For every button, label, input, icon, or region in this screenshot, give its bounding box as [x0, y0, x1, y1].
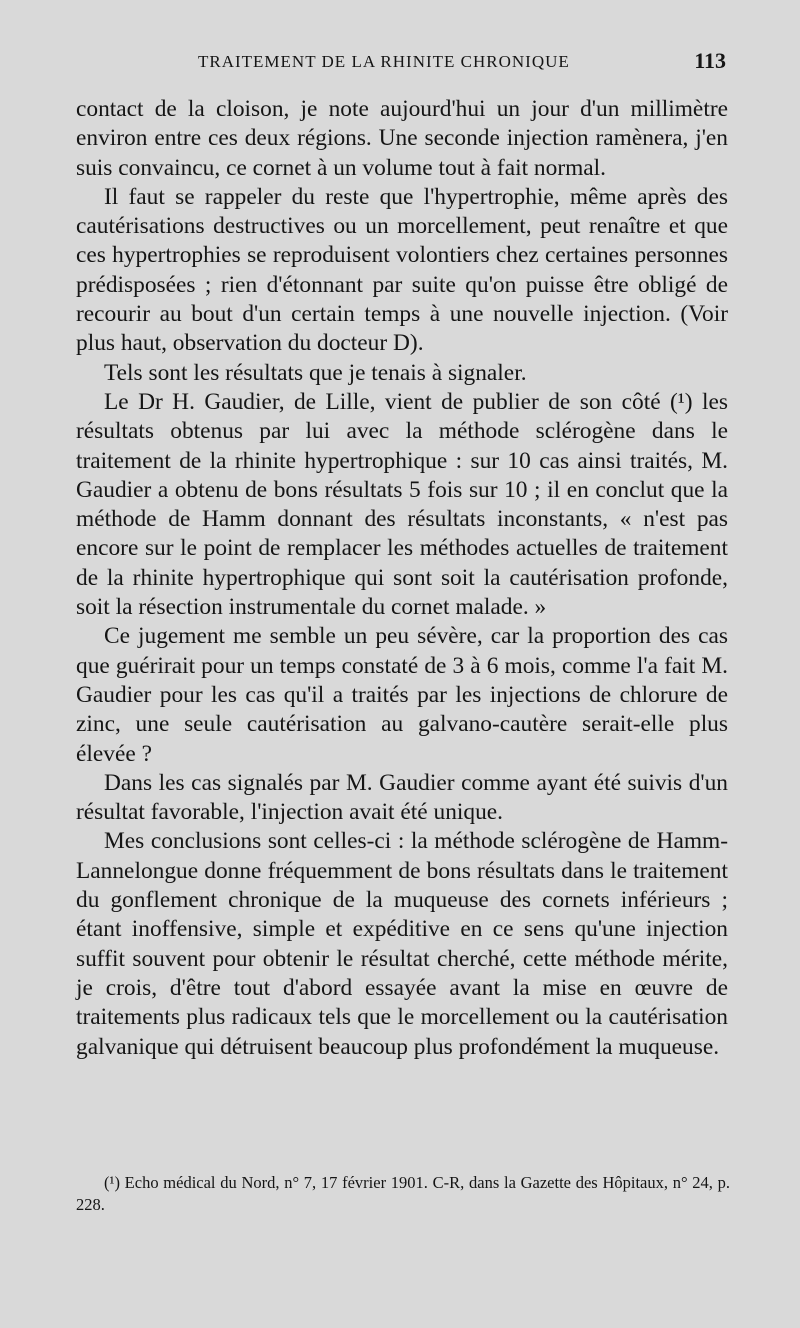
paragraph-conclusions: Mes conclusions sont celles-ci : la méthode sclérogène de Hamm-Lannelongue donne fréquemment de bons résultats dans le traitement du gonflement chronique de la muqueuse des cornets inférieurs ; étant inoffensive, simple et expéditive en ce sens qu'une injection suffit souvent pour obtenir le résultat cherché, cette méthode mérite, je crois, d'être tout d'abord essayée avant la mise en œuvre de traitements plus radicaux tels que le morcellement ou la cautérisation galvanique qui détruisent beaucoup plus profondément la muqueuse.	[76, 828, 728, 1060]
paragraph-continuation: contact de la cloison, je note aujourd'hui un jour d'un millimètre environ entre ces deux régions. Une seconde injection ramènera, j'en suis convaincu, ce cornet à un volume tout à fait normal.	[76, 96, 728, 181]
body-text	[76, 95, 728, 1062]
paragraph-results: Tels sont les résultats que je tenais à signaler.	[104, 359, 527, 386]
paragraph-judgement: Ce jugement me semble un peu sévère, car la proportion des cas que guérirait pour un temps constaté de 3 à 6 mois, comme l'a fait M. Gaudier pour les cas qu'il a traités par les injections de chlorure de zinc, une seule cautérisation au galvano-cautère serait-elle plus élevée ?	[76, 623, 728, 767]
page-number: 113	[694, 48, 726, 73]
footnote: (¹) Echo médical du Nord, n° 7, 17 février 1901. C-R, dans la Gazette des Hôpitaux, n° 24, p. 228.	[76, 1173, 730, 1214]
paragraph-hypertrophy: Il faut se rappeler du reste que l'hypertrophie, même après des cautérisations destructives ou un morcellement, peut renaître et que ces hypertrophies se reproduisent volontiers chez certaines personnes prédisposées ; rien d'étonnant par suite qu'on puisse être obligé de recourir au bout d'un certain temps à une nouvelle injection. (Voir plus haut, observation du docteur D).	[76, 183, 728, 357]
running-title: TRAITEMENT DE LA RHINITE CHRONIQUE	[198, 52, 570, 71]
paragraph-cases: Dans les cas signalés par M. Gaudier comme ayant été suivis d'un résultat favorable, l'injection avait été unique.	[76, 769, 728, 826]
running-head	[76, 48, 726, 78]
paragraph-gaudier: Le Dr H. Gaudier, de Lille, vient de publier de son côté (¹) les résultats obtenus par lui avec la méthode sclérogène dans le traitement de la rhinite hypertrophique : sur 10 cas ainsi traités, M. Gaudier a obtenu de bons résultats 5 fois sur 10 ; il en conclut que la méthode de Hamm donnant des résultats inconstants, « n'est pas encore sur le point de remplacer les méthodes actuelles de traitement de la rhinite hypertrophique qui sont soit la cautérisation profonde, soit la résection instrumentale du cornet malade. »	[76, 388, 728, 621]
